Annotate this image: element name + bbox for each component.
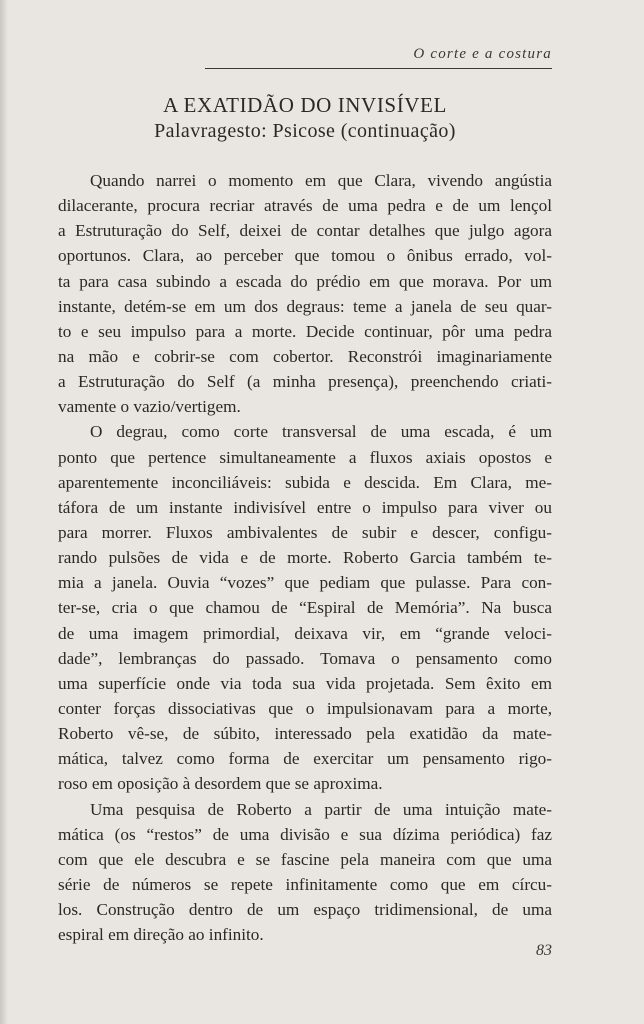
text-line: mática, talvez como forma de exercitar um pensamento rigo- bbox=[58, 749, 552, 769]
text-line: a Estruturação do Self, deixei de contar detalhes que julgo agora bbox=[58, 221, 552, 241]
body-text bbox=[58, 168, 552, 947]
page-number: 83 bbox=[536, 942, 552, 959]
text-line: vamente o vazio/vertigem. bbox=[58, 397, 241, 417]
text-line: a Estruturação do Self (a minha presença), preenchendo criati- bbox=[58, 372, 552, 392]
text-line: dade”, lembranças do passado. Tomava o pensamento como bbox=[58, 648, 552, 668]
text-line: táfora de um instante indivisível entre o impulso para viver ou bbox=[58, 497, 552, 517]
text-line: na mão e cobrir-se com cobertor. Reconstrói imaginariamente bbox=[58, 346, 552, 366]
text-line: de uma imagem primordial, deixava vir, em “grande veloci- bbox=[58, 623, 552, 643]
chapter-title: A EXATIDÃO DO INVISÍVEL bbox=[163, 93, 447, 117]
paragraph-3 bbox=[58, 797, 552, 948]
text-line: com que ele descubra e se fascine pela maneira com que uma bbox=[58, 849, 552, 869]
text-line: ter-se, cria o que chamou de “Espiral de Memória”. Na busca bbox=[58, 598, 552, 618]
text-line: espiral em direção ao infinito. bbox=[58, 925, 264, 945]
page-edge-shadow bbox=[0, 0, 8, 1024]
running-header: O corte e a costura bbox=[413, 46, 552, 62]
text-line: ta para casa subindo a escada do prédio em que morava. Por um bbox=[58, 271, 552, 291]
text-line: Quando narrei o momento em que Clara, vivendo angústia bbox=[90, 171, 552, 190]
text-line: ponto que pertence simultaneamente a fluxos axiais opostos e bbox=[58, 447, 552, 467]
text-line: roso em oposição à desordem que se aproxima. bbox=[58, 774, 383, 794]
text-line: mática (os “restos” de uma divisão e sua dízima periódica) faz bbox=[58, 824, 552, 844]
text-line: uma superfície onde via toda sua vida projetada. Sem êxito em bbox=[58, 673, 552, 693]
text-line: dilacerante, procura recriar através de uma pedra e de um lençol bbox=[58, 196, 552, 216]
text-line: instante, detém-se em um dos degraus: teme a janela de seu quar- bbox=[58, 296, 552, 316]
text-line: O degrau, como corte transversal de uma escada, é um bbox=[90, 422, 552, 442]
text-line: conter forças dissociativas que o impulsionavam para a morte, bbox=[58, 698, 552, 718]
text-line: série de números se repete infinitamente como que em círcu- bbox=[58, 874, 552, 894]
paragraph-2 bbox=[58, 419, 552, 796]
paragraph-1 bbox=[58, 168, 552, 419]
text-line: mia a janela. Ouvia “vozes” que pediam que pulasse. Para con- bbox=[58, 573, 552, 593]
chapter-subtitle: Palavragesto: Psicose (continuação) bbox=[154, 120, 456, 142]
text-line: rando pulsões de vida e de morte. Roberto Garcia também te- bbox=[58, 548, 552, 568]
text-line: Uma pesquisa de Roberto a partir de uma intuição mate- bbox=[90, 799, 552, 819]
text-line: oportunos. Clara, ao perceber que tomou o ônibus errado, vol- bbox=[58, 246, 552, 266]
text-line: to e seu impulso para a morte. Decide continuar, pôr uma pedra bbox=[58, 321, 552, 341]
header-rule bbox=[205, 68, 552, 69]
text-line: para morrer. Fluxos ambivalentes de subir e descer, configu- bbox=[58, 522, 552, 542]
text-line: Roberto vê-se, de súbito, interessado pela exatidão da mate- bbox=[58, 724, 552, 744]
text-line: los. Construção dentro de um espaço tridimensional, de uma bbox=[58, 900, 552, 920]
text-line: aparentemente inconciliáveis: subida e descida. Em Clara, me- bbox=[58, 472, 552, 492]
